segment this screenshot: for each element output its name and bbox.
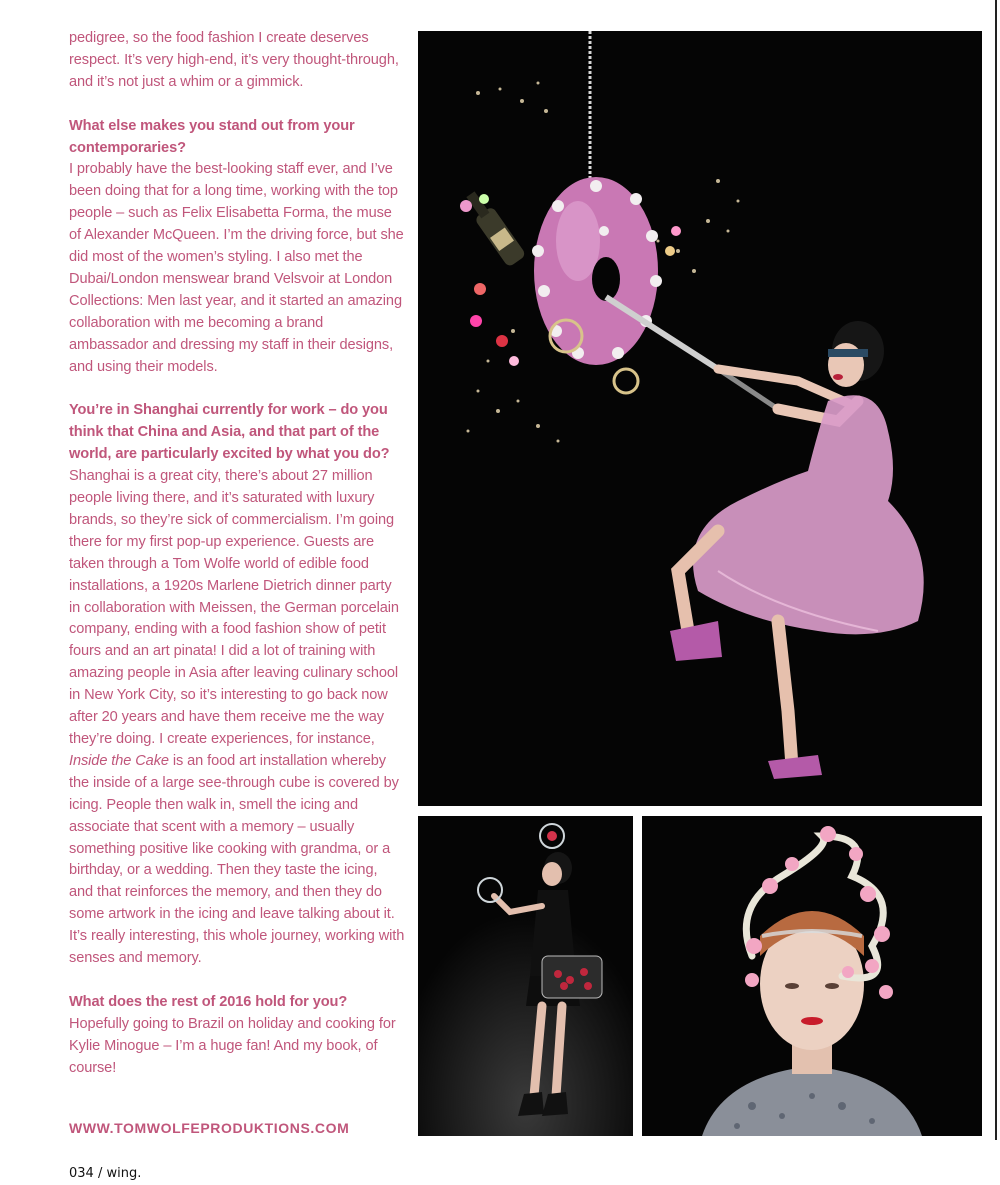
paragraph-intro: pedigree, so the food fashion I create deserves respect. It’s very high-end, it’s very thought-through, and it’s not just a whim or a gimmick. (69, 30, 399, 90)
question-2016: What does the rest of 2016 hold for you? (69, 993, 348, 1010)
question-standout: What else makes you stand out from your contemporaries? (69, 117, 355, 156)
answer-shanghai-part1: Shanghai is a great city, there’s about 27 million people living there, and it’s saturated with luxury brands, so they’re sick of commercialism. I’m going there for my first pop-up experience. Guests are taken through a Tom Wolfe world of edible food installations, a 1920s Marlene Dietrich dinner party in collaboration with Meissen, the German porcelain company, ending with a food fashion show of petit fours and an art pinata! I did a lot of training with amazing people in Asia after leaving culinary school in New York City, so it’s interesting to go back now after 20 years and have them receive me the way they’re doing. I create experiences, for instance, (69, 468, 399, 747)
answer-shanghai-part2: is an food art installation whereby the inside of a large see-through cube is covered by icing. People then walk in, smell the icing and associate that scent with a memory – usually something positive like cooking with grandma, or a birthday, or a wedding. Then they taste the icing, and that reinforces the memory, and then they do some artwork in the icing and leave talking about it. It’s really interesting, this whole journey, working with senses and memory. (69, 752, 405, 967)
photo-pinata (418, 31, 982, 806)
glass-sphere-illustration (418, 816, 633, 1136)
headpiece-illustration (642, 816, 982, 1136)
answer-shanghai (69, 466, 405, 970)
pinata-illustration (418, 31, 982, 806)
question-shanghai: You’re in Shanghai currently for work – do you think that China and Asia, and that part of the world, are particularly excited by what you do? (69, 402, 390, 463)
article-body (69, 28, 405, 1079)
inside-the-cake-title: Inside the Cake (69, 752, 169, 769)
answer-2016: Hopefully going to Brazil on holiday and cooking for Kylie Minogue – I’m a huge fan! And my book, of course! (69, 1015, 396, 1076)
website-link[interactable]: WWW.TOMWOLFEPRODUKTIONS.COM (69, 1120, 350, 1136)
page-folio: 034 / wing. (69, 1166, 142, 1181)
answer-standout: I probably have the best-looking staff ever, and I’ve been doing that for a long time, working with the top people – such as Felix Elisabetta Forma, the muse of Alexander McQueen. I’m the driving force, but she did most of the women’s styling. I also met the Dubai/London menswear brand Velsvoir at London Collections: Men last year, and it started an amazing collaboration with me becoming a brand ambassador and dressing my staff in their designs, and using their models. (69, 161, 404, 375)
page-edge-rule (995, 0, 997, 1140)
photo-headpiece (642, 816, 982, 1136)
photo-glass-sphere (418, 816, 633, 1136)
